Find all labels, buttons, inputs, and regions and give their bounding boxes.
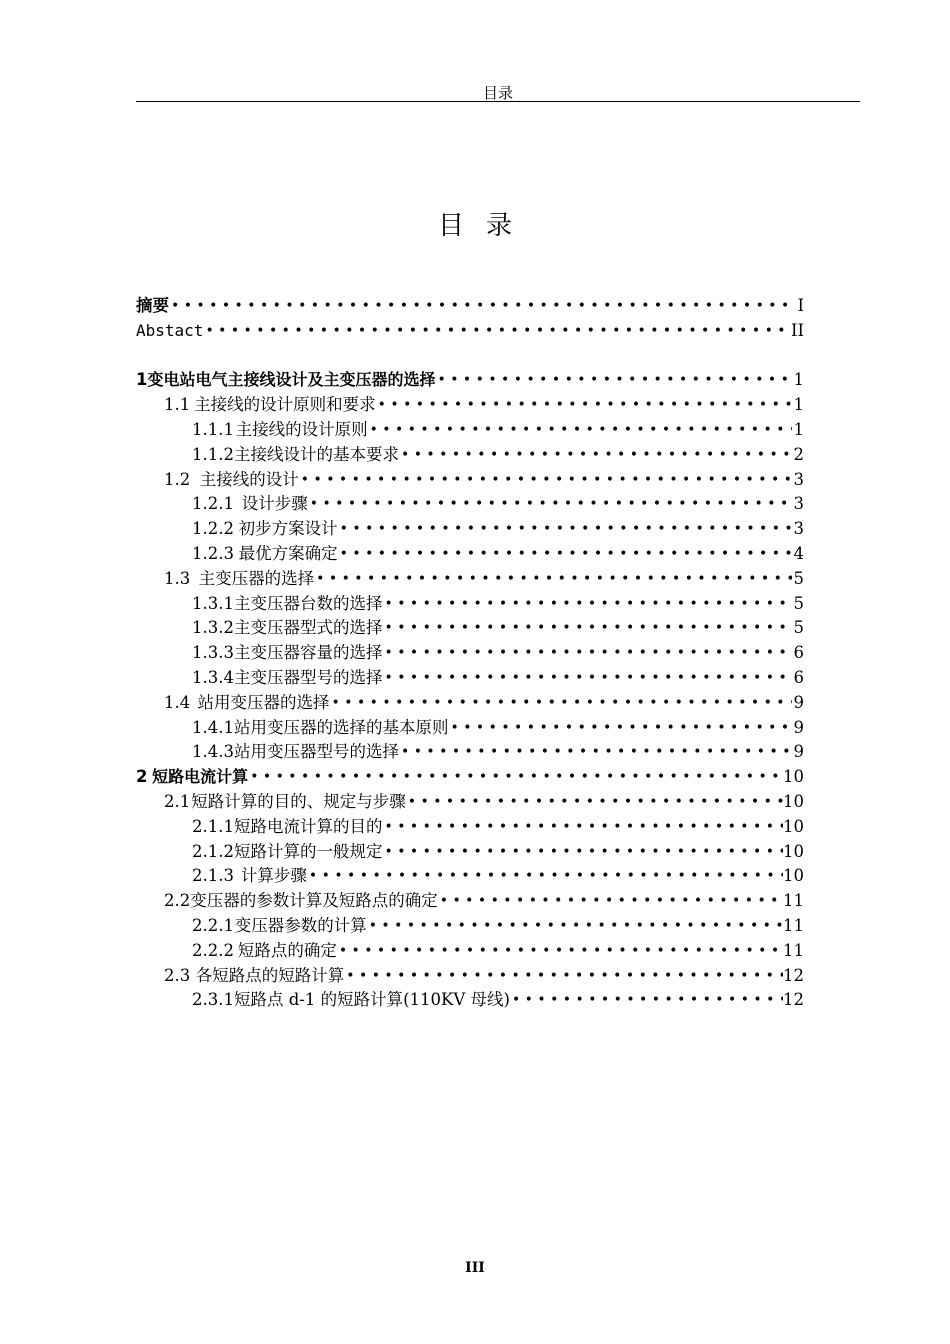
toc-entry-title: 主接线的设计 [199,469,299,489]
toc-entry[interactable] [136,864,804,889]
dot-leader [438,889,783,914]
toc-entry-number: 1.2.3 [192,543,234,563]
dot-leader [376,393,792,418]
toc-entry[interactable] [136,319,804,344]
dot-leader [248,765,783,790]
toc-entry-page: 5 [793,618,804,638]
toc-entry-number: 1.3.3 [192,643,234,663]
toc-entry-page: 3 [793,469,804,489]
toc-entry-page: 2 [793,444,804,464]
dot-leader [338,517,792,542]
toc-entry-number: 1.1 [164,395,191,415]
toc-entry-page: 6 [793,643,804,663]
toc-entry-page: 11 [783,915,804,935]
toc-entry-page: 3 [793,519,804,539]
toc-entry-page: 1 [793,419,804,439]
toc-entry[interactable] [136,691,804,716]
toc-entry-number: 2.3 [164,965,191,985]
dot-leader [367,914,783,939]
toc-entry-page: 9 [793,692,804,712]
toc-entry-title: 短路点的确定 [237,940,337,960]
dot-leader [383,616,792,641]
toc-entry-title: 主变压器的选择 [198,568,315,588]
dot-leader [314,567,792,592]
toc-entry-title: 主变压器型式的选择 [234,618,383,638]
toc-entry-page: II [790,320,804,340]
toc-entry-title: 设计步骤 [241,494,308,514]
toc-entry-page: 10 [783,767,804,787]
toc-entry-page: 6 [793,667,804,687]
toc-entry-title: 短路电流计算的目的 [233,816,383,836]
toc-entry-page: 10 [783,866,804,886]
toc-entry-title: 主接线设计的基本要求 [233,444,399,464]
toc-entry-page: 5 [793,593,804,613]
toc-entry-title: 变压器参数的计算 [234,915,367,935]
toc-entry-title: 站用变压器型号的选择 [233,742,399,762]
toc-entry-number: 1.2.1 [192,494,234,514]
toc-entry-number: 2.1.1 [192,816,234,836]
toc-entry[interactable] [136,592,804,617]
toc-entry[interactable] [136,616,804,641]
toc-entry-number: 2.1 [164,791,191,811]
dot-leader [169,294,792,319]
toc-entry-page: 4 [793,543,804,563]
toc-entry[interactable] [136,468,804,493]
dot-leader [436,368,793,393]
toc-entry-number: 1.3.2 [192,618,234,638]
toc-entry-number: 2.1.3 [192,866,234,886]
toc-entry-title: 短路电流计算 [152,767,249,787]
toc-entry[interactable] [136,815,804,840]
toc-entry-page: 9 [793,717,804,737]
toc-entry-title: Abstact [136,320,204,340]
toc-entry-title: 最优方案确定 [238,543,338,563]
toc-entry[interactable] [136,542,804,567]
toc-entry-number: 1 [136,370,148,390]
toc-entry[interactable] [136,443,804,468]
toc-entry-title: 初步方案设计 [238,519,338,539]
toc-entry[interactable] [136,790,804,815]
toc-entry-page: 10 [783,791,804,811]
toc-entry-number: 2.3.1 [192,990,234,1010]
dot-leader [382,840,783,865]
table-of-contents [136,294,804,1013]
dot-leader [203,319,791,344]
toc-entry[interactable] [136,765,804,790]
toc-entry-number: 1.4.3 [192,742,234,762]
toc-entry[interactable] [136,740,804,765]
dot-leader [330,691,792,716]
toc-entry-number: 1.1.2 [192,444,234,464]
toc-entry-title: 主接线的设计原则 [235,419,368,439]
dot-leader [307,864,783,889]
dot-leader [299,468,792,493]
toc-entry-number: 1.4 [164,692,191,712]
toc-entry-number: 1.2 [164,469,191,489]
running-header: 目录 [482,84,513,102]
toc-entry-number: 2.2.2 [192,940,234,960]
toc-entry-title: 主接线的设计原则和要求 [194,395,376,415]
toc-entry-title: 主变压器容量的选择 [234,643,383,663]
toc-entry[interactable] [136,914,804,939]
toc-entry-page: 9 [793,742,804,762]
toc-entry[interactable] [136,939,804,964]
dot-leader [448,716,792,741]
toc-title: 目录 [437,211,534,241]
toc-entry-title: 主变压器台数的选择 [234,593,383,613]
toc-entry[interactable] [136,889,804,914]
toc-entry-number: 2.2 [164,891,191,911]
dot-leader [510,988,783,1013]
toc-entry[interactable] [136,517,804,542]
toc-entry[interactable] [136,393,804,418]
toc-entry[interactable] [136,716,804,741]
dot-leader [399,740,792,765]
toc-entry[interactable] [136,666,804,691]
toc-entry-number: 1.2.2 [192,519,234,539]
dot-leader [383,592,792,617]
toc-entry-number: 2.1.2 [192,841,234,861]
toc-entry[interactable] [136,964,804,989]
toc-entry-page: 11 [783,940,804,960]
toc-entry-page: 3 [793,494,804,514]
toc-entry-title: 变电站电气主接线设计及主变压器的选择 [147,370,436,390]
page-number: III [465,1260,485,1276]
toc-entry-title: 计算步骤 [240,866,307,886]
dot-leader [338,542,792,567]
dot-leader [308,492,792,517]
toc-entry[interactable] [136,368,804,393]
toc-entry-number: 2 [136,767,148,787]
toc-entry-number: 1.3 [164,568,191,588]
toc-entry[interactable] [136,641,804,666]
toc-entry-title: 变压器的参数计算及短路点的确定 [190,891,438,911]
toc-entry-number: 1.3.4 [192,667,234,687]
toc-entry-title: 短路计算的一般规定 [233,841,383,861]
toc-entry-title: 短路计算的目的、规定与步骤 [191,791,406,811]
toc-entry-number: 1.3.1 [192,593,234,613]
toc-entry-page: 5 [793,568,804,588]
toc-entry[interactable] [136,492,804,517]
toc-entry-title: 短路点 d-1 的短路计算(110KV 母线) [233,990,510,1010]
dot-leader [383,641,792,666]
toc-entry-title: 站用变压器的选择 [197,692,330,712]
toc-entry-page: 12 [783,990,804,1010]
toc-entry[interactable] [136,988,804,1013]
toc-entry-page: 10 [783,841,804,861]
toc-entry-page: 1 [793,395,804,415]
toc-entry-page: I [797,296,804,315]
toc-entry-number: 2.2.1 [192,915,234,935]
toc-entry-title: 主变压器型号的选择 [234,667,383,687]
dot-leader [368,418,792,443]
dot-leader [344,964,783,989]
dot-leader [382,815,783,840]
dot-leader [383,666,792,691]
toc-entry-title: 站用变压器的选择的基本原则 [233,717,449,737]
toc-entry-page: 1 [793,370,804,390]
toc-entry[interactable] [136,840,804,865]
toc-entry-page: 10 [783,816,804,836]
toc-entry-title: 摘要 [136,296,169,315]
toc-entry[interactable] [136,567,804,592]
toc-entry[interactable] [136,294,804,319]
toc-entry-number: 1.1.1 [192,419,234,439]
toc-entry-page: 11 [783,891,804,911]
toc-entry-number: 1.4.1 [192,717,234,737]
toc-entry[interactable] [136,418,804,443]
dot-leader [406,790,783,815]
header-rule [136,101,860,102]
dot-leader [399,443,792,468]
toc-entry-title: 各短路点的短路计算 [195,965,345,985]
toc-entry-page: 12 [783,965,804,985]
dot-leader [337,939,783,964]
